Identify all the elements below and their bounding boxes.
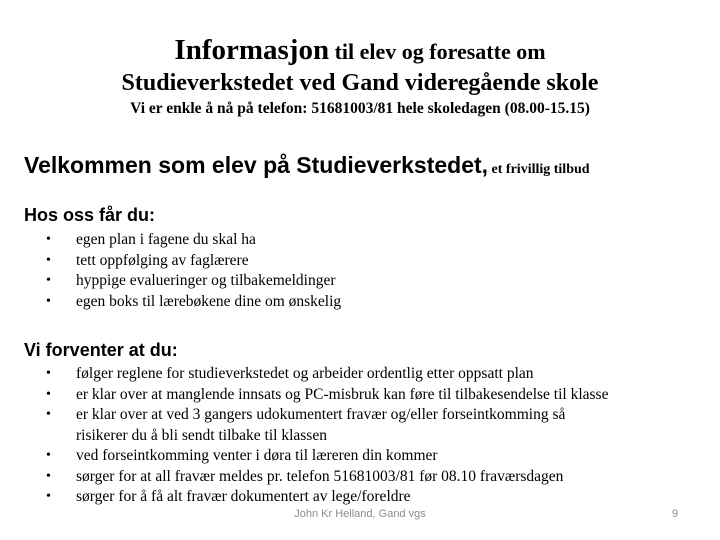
list-item-text: følger reglene for studieverkstedet og arbeider ordentlig etter oppsatt plan xyxy=(76,365,534,382)
welcome-main-text: Velkommen som elev på Studieverkstedet, xyxy=(24,152,489,178)
title-big-text: Informasjon xyxy=(174,34,330,66)
list-item xyxy=(44,364,608,385)
section-heading-expect: Vi forventer at du: xyxy=(24,340,178,360)
list-item-text: er klar over at ved 3 gangers udokumentert fravær og/eller forseintkomming så xyxy=(76,406,566,423)
list-item-text: hyppige evalueringer og tilbakemeldinger xyxy=(76,272,336,289)
list-item-continuation: risikerer du å bli sendt tilbake til klassen xyxy=(76,426,327,444)
section-heading-offer: Hos oss får du: xyxy=(24,205,156,225)
list-item xyxy=(44,405,608,446)
welcome-heading xyxy=(24,152,590,179)
page-subtitle: Studieverkstedet ved Gand videregående skole xyxy=(121,70,599,96)
list-item-text: sørger for å få alt fravær dokumentert av lege/foreldre xyxy=(76,488,411,505)
list-item xyxy=(44,251,341,272)
list-item-text: egen plan i fagene du skal ha xyxy=(76,231,256,248)
list-item xyxy=(44,446,608,467)
bullet-icon: • xyxy=(46,407,51,422)
bullet-icon: • xyxy=(46,232,51,247)
list-item xyxy=(44,385,608,406)
list-item xyxy=(44,230,341,251)
bullet-icon: • xyxy=(46,489,51,504)
bullet-icon: • xyxy=(46,366,51,381)
title-rest-text: til elev og foresatte om xyxy=(329,39,546,64)
footer-author: John Kr Helland, Gand vgs xyxy=(294,508,426,520)
list-item xyxy=(44,487,608,508)
welcome-suffix-text: et frivillig tilbud xyxy=(488,162,590,177)
list-item-text: ved forseintkomming venter i døra til læreren din kommer xyxy=(76,447,438,464)
expectation-list xyxy=(44,364,608,508)
list-item-text: tett oppfølging av faglærere xyxy=(76,251,249,269)
list-item xyxy=(44,271,341,292)
contact-line: Vi er enkle å nå på telefon: 51681003/81 hele skoledagen (08.00-15.15) xyxy=(130,100,590,117)
bullet-icon: • xyxy=(46,252,51,268)
list-item-text: egen boks til lærebøkene dine om ønskelig xyxy=(76,292,342,310)
page-number: 9 xyxy=(671,508,678,520)
list-item xyxy=(44,292,341,313)
bullet-icon: • xyxy=(46,448,51,463)
offer-list xyxy=(44,230,341,312)
bullet-icon: • xyxy=(46,273,51,288)
list-item-text: er klar over at manglende innsats og PC-misbruk kan føre til tilbakesendelse til klasse xyxy=(76,385,609,403)
list-item xyxy=(44,467,608,488)
page-title xyxy=(0,34,720,67)
bullet-icon: • xyxy=(46,386,51,402)
bullet-icon: • xyxy=(46,468,51,484)
list-item-text: sørger for at all fravær meldes pr. telefon 51681003/81 før 08.10 fraværsdagen xyxy=(76,467,564,485)
bullet-icon: • xyxy=(46,293,51,309)
